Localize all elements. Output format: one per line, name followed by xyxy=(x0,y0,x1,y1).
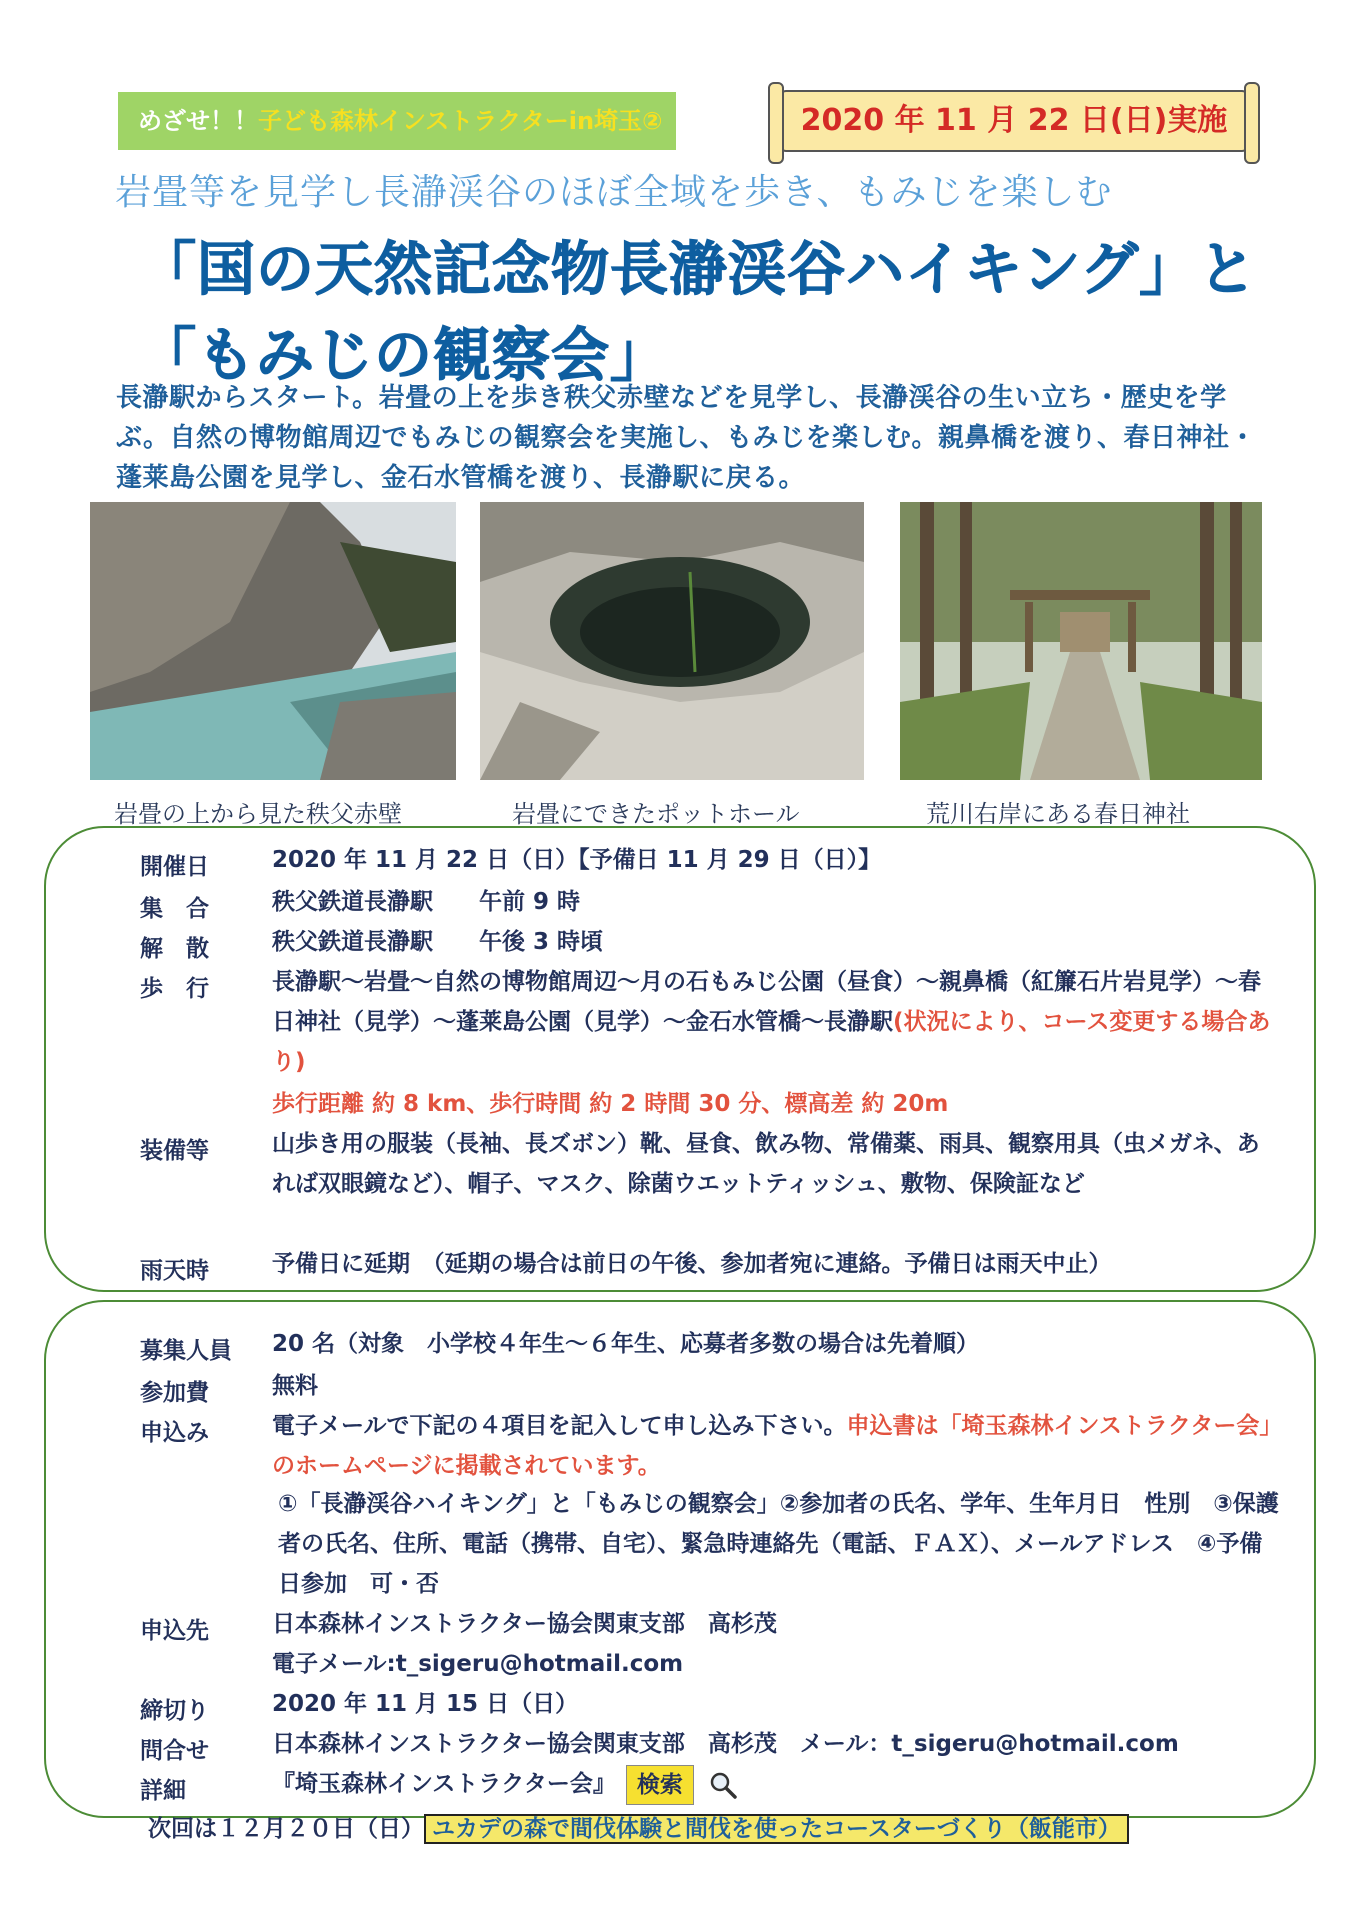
apply-form-note: 申込書は「埼玉森林インストラクター会」のホームページに掲載されています。 xyxy=(272,1413,1271,1479)
photo-chichibu-sekiheki xyxy=(90,502,456,780)
apply-instruction: 電子メールで下記の４項目を記入して申し込み下さい。 xyxy=(272,1413,847,1439)
label-contact: 問合せ xyxy=(140,1738,209,1764)
label-fee: 参加費 xyxy=(140,1380,209,1406)
caption-photo-3: 荒川右岸にある春日神社 xyxy=(926,800,1190,828)
photo-kasuga-shrine xyxy=(900,502,1262,780)
walk-stats: 歩行距離 約 8 km、歩行時間 約 2 時間 30 分、標高差 約 20m xyxy=(272,1091,949,1117)
value-contact: 日本森林インストラクター協会関東支部 高杉茂 メール：t_sigeru@hotmail.com xyxy=(272,1731,1179,1757)
value-detail xyxy=(272,1764,1282,1805)
value-deadline: 2020 年 11 月 15 日（日） xyxy=(272,1691,579,1717)
next-event-date: 次回は１２月２０日（日） xyxy=(148,1816,424,1842)
value-apply-email: 電子メール:t_sigeru@hotmail.com xyxy=(272,1651,684,1677)
value-apply-to: 日本森林インストラクター協会関東支部 高杉茂 xyxy=(272,1611,777,1637)
photo-pothole xyxy=(480,502,864,780)
label-rain: 雨天時 xyxy=(140,1258,209,1284)
value-fee: 無料 xyxy=(272,1373,318,1399)
value-rain: 予備日に延期 （延期の場合は前日の午後、参加者宛に連絡。予備日は雨天中止） xyxy=(272,1251,1112,1277)
value-date: 2020 年 11 月 22 日（日）【予備日 11 月 29 日（日）】 xyxy=(272,847,882,873)
label-apply-to: 申込先 xyxy=(140,1618,209,1644)
search-button[interactable]: 検索 xyxy=(626,1765,694,1805)
label-meet: 集 合 xyxy=(140,896,209,922)
series-label: めざせ！！子ども森林インストラクターin埼玉② xyxy=(118,92,676,150)
detail-site-name: 『埼玉森林インストラクター会』 xyxy=(272,1771,616,1797)
date-banner: 2020 年 11 月 22 日(日)実施 xyxy=(780,90,1248,152)
value-dismiss: 秩父鉄道長瀞駅 午後 3 時頃 xyxy=(272,929,604,955)
subtitle: 岩畳等を見学し長瀞渓谷のほぼ全域を歩き、もみじを楽しむ xyxy=(115,172,1113,213)
search-icon[interactable] xyxy=(708,1770,738,1800)
walk-route: 長瀞駅～岩畳～自然の博物館周辺～月の石もみじ公園（昼食）～親鼻橋（紅簾石片岩見学）～春日神社（見学）～蓬莱島公園（見学）～金石水管橋～長瀞駅 xyxy=(272,969,1261,1035)
label-apply: 申込み xyxy=(140,1420,209,1446)
label-detail: 詳細 xyxy=(140,1778,186,1804)
walk-note: (状況により、コース変更する場合あり) xyxy=(272,1009,1271,1075)
label-dismiss: 解 散 xyxy=(140,936,209,962)
value-meet: 秩父鉄道長瀞駅 午前 9 時 xyxy=(272,889,581,915)
title-line-2: 「もみじの観察会」 xyxy=(138,321,670,389)
value-capacity: 20 名（対象 小学校４年生～６年生、応募者多数の場合は先着順） xyxy=(272,1331,980,1357)
value-equipment: 山歩き用の服装（長袖、長ズボン）靴、昼食、飲み物、常備薬、雨具、観察用具（虫メガネ、あれば双眼鏡など）、帽子、マスク、除菌ウエットティッシュ、敷物、保険証など xyxy=(272,1131,1260,1197)
label-capacity: 募集人員 xyxy=(140,1338,232,1364)
caption-photo-1: 岩畳の上から見た秩父赤壁 xyxy=(114,800,402,828)
next-event-title: ユカデの森で間伐体験と間伐を使ったコースターづくり（飯能市） xyxy=(424,1814,1129,1844)
value-walk xyxy=(272,962,1282,1082)
caption-photo-2: 岩畳にできたポットホール xyxy=(512,800,800,828)
apply-items: ①「長瀞渓谷ハイキング」と「もみじの観察会」②参加者の氏名、学年、生年月日 性別 ③保護者の氏名、住所、電話（携帯、自宅）、緊急時連絡先（電話、ＦＡＸ）、メールアドレス ④予備日参加 可・否 xyxy=(278,1491,1279,1597)
label-date: 開催日 xyxy=(140,854,209,880)
label-equipment: 装備等 xyxy=(140,1138,209,1164)
next-event-notice xyxy=(148,1810,1129,1843)
intro-text: 長瀞駅からスタート。岩畳の上を歩き秩父赤壁などを見学し、長瀞渓谷の生い立ち・歴史を学ぶ。自然の博物館周辺でもみじの観察会を実施し、もみじを楽しむ。親鼻橋を渡り、春日神社・蓬莱島公園を見学し、金石水管橋を渡り、長瀞駅に戻る。 xyxy=(116,383,1257,493)
value-apply xyxy=(272,1406,1282,1486)
label-walk: 歩 行 xyxy=(140,976,209,1002)
label-deadline: 締切り xyxy=(140,1698,209,1724)
title-line-1: 「国の天然記念物長瀞渓谷ハイキング」と xyxy=(138,235,1258,303)
